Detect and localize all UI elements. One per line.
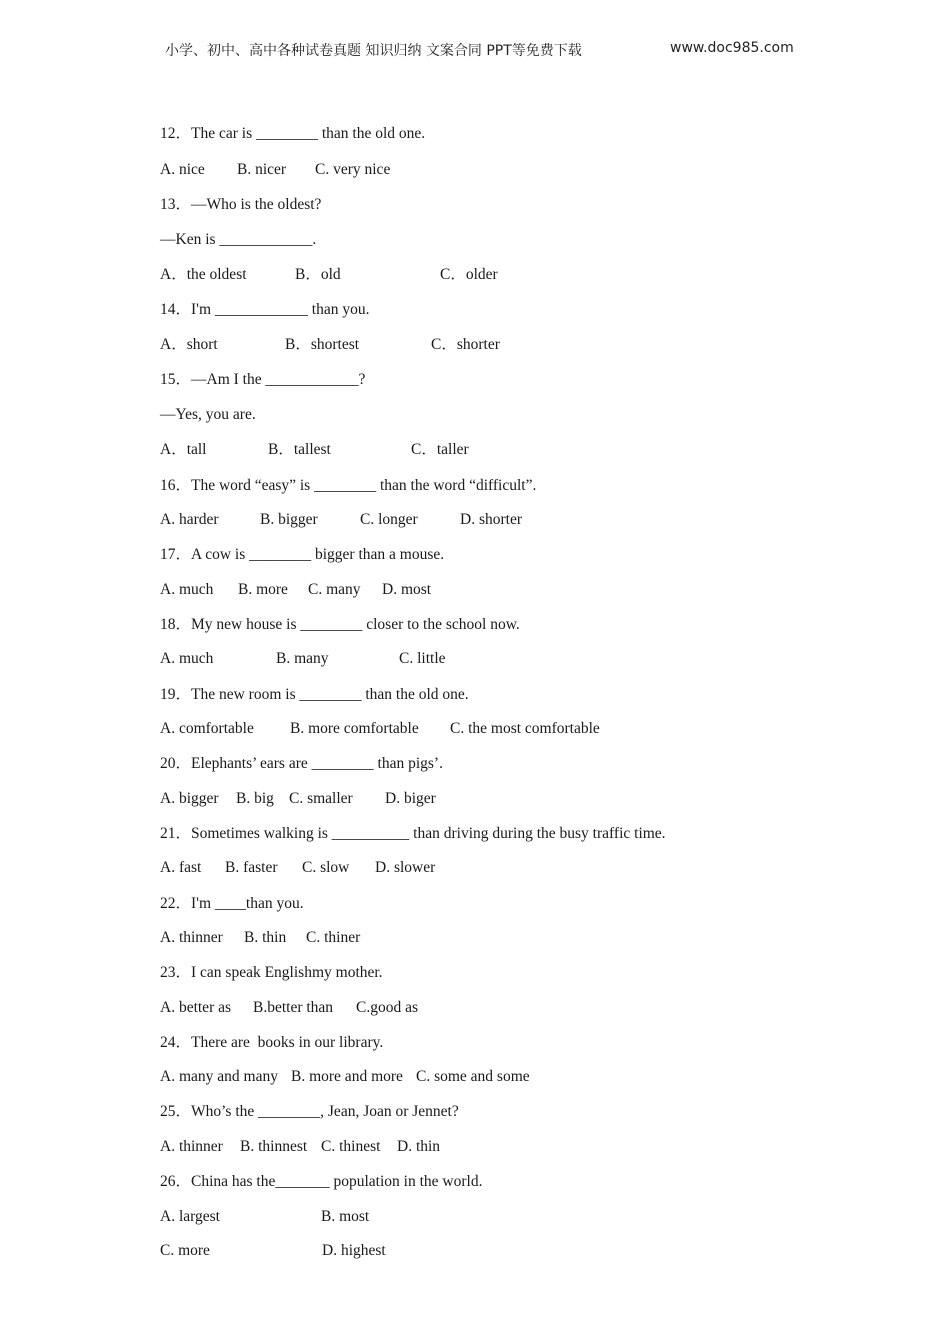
option: B．shortest bbox=[285, 336, 360, 353]
question-stem: 15．—Am I the ____________? bbox=[160, 371, 366, 388]
option: C. slow bbox=[302, 859, 350, 876]
option: A. comfortable bbox=[160, 720, 254, 737]
question-stem: 20．Elephants’ ears are ________ than pigs’. bbox=[160, 755, 443, 772]
option: C．older bbox=[440, 266, 498, 283]
answer-line: —Yes, you are. bbox=[160, 406, 256, 423]
option: D. highest bbox=[322, 1242, 386, 1259]
header-promo-text: 小学、初中、高中各种试卷真题 知识归纳 文案合同 PPT等免费下载 bbox=[165, 43, 582, 59]
option: B．old bbox=[295, 266, 341, 283]
question-stem: 25．Who’s the ________, Jean, Joan or Jennet? bbox=[160, 1103, 459, 1120]
option: A. largest bbox=[160, 1208, 220, 1225]
option: B. more and more bbox=[291, 1068, 403, 1085]
option: C.good as bbox=[356, 999, 418, 1016]
option: D. most bbox=[382, 581, 432, 598]
option: A. harder bbox=[160, 511, 219, 528]
option: C. little bbox=[399, 650, 446, 667]
option: A. thinner bbox=[160, 1138, 223, 1155]
option: B. bigger bbox=[260, 511, 318, 528]
option: B.better than bbox=[253, 999, 334, 1016]
option: C. thinest bbox=[321, 1138, 381, 1155]
option: B. many bbox=[276, 650, 329, 667]
option: B. big bbox=[236, 790, 274, 807]
answer-line: —Ken is ____________. bbox=[160, 231, 317, 248]
option: D. thin bbox=[397, 1138, 441, 1155]
option: C. smaller bbox=[289, 790, 353, 807]
option: A. better as bbox=[160, 999, 232, 1016]
question-stem: 21．Sometimes walking is __________ than driving during the busy traffic time. bbox=[160, 825, 666, 842]
option: B. faster bbox=[225, 859, 278, 876]
option: A. much bbox=[160, 581, 214, 598]
option: C. more bbox=[160, 1242, 210, 1259]
option: A．short bbox=[160, 336, 218, 353]
option: B. nicer bbox=[237, 161, 287, 178]
option: B．tallest bbox=[268, 441, 331, 458]
option: C. the most comfortable bbox=[450, 720, 600, 737]
question-stem: 12．The car is ________ than the old one. bbox=[160, 125, 426, 142]
option: C. very nice bbox=[315, 161, 391, 178]
option: A. bigger bbox=[160, 790, 219, 807]
option: A．tall bbox=[160, 441, 207, 458]
option: B. thin bbox=[244, 929, 287, 946]
option: C. some and some bbox=[416, 1068, 530, 1085]
option: D. slower bbox=[375, 859, 436, 876]
option: C．shorter bbox=[431, 336, 500, 353]
option: A. much bbox=[160, 650, 214, 667]
option: C．taller bbox=[411, 441, 469, 458]
header-site-link[interactable]: www.doc985.com bbox=[670, 40, 794, 56]
option: B. thinnest bbox=[240, 1138, 308, 1155]
question-stem: 19．The new room is ________ than the old one. bbox=[160, 686, 469, 703]
option: B. more bbox=[238, 581, 288, 598]
question-stem: 14．I'm ____________ than you. bbox=[160, 301, 370, 318]
option: B. most bbox=[321, 1208, 370, 1225]
question-stem: 26．China has the_______ population in the world. bbox=[160, 1173, 483, 1190]
question-stem: 17．A cow is ________ bigger than a mouse. bbox=[160, 546, 445, 563]
question-stem: 13．—Who is the oldest? bbox=[160, 196, 322, 213]
question-stem: 24．There are books in our library. bbox=[160, 1034, 384, 1051]
option: A．the oldest bbox=[160, 266, 247, 283]
question-stem: 16．The word “easy” is ________ than the word “difficult”. bbox=[160, 477, 537, 494]
option: A. nice bbox=[160, 161, 205, 178]
option: D. biger bbox=[385, 790, 436, 807]
option: A. thinner bbox=[160, 929, 223, 946]
option: B. more comfortable bbox=[290, 720, 419, 737]
option: A. many and many bbox=[160, 1068, 278, 1085]
question-stem: 22．I'm ____than you. bbox=[160, 895, 304, 912]
option: C. longer bbox=[360, 511, 418, 528]
question-stem: 23．I can speak Englishmy mother. bbox=[160, 964, 383, 981]
option: D. shorter bbox=[460, 511, 522, 528]
option: C. thiner bbox=[306, 929, 361, 946]
option: A. fast bbox=[160, 859, 202, 876]
question-stem: 18．My new house is ________ closer to the school now. bbox=[160, 616, 520, 633]
option: C. many bbox=[308, 581, 361, 598]
